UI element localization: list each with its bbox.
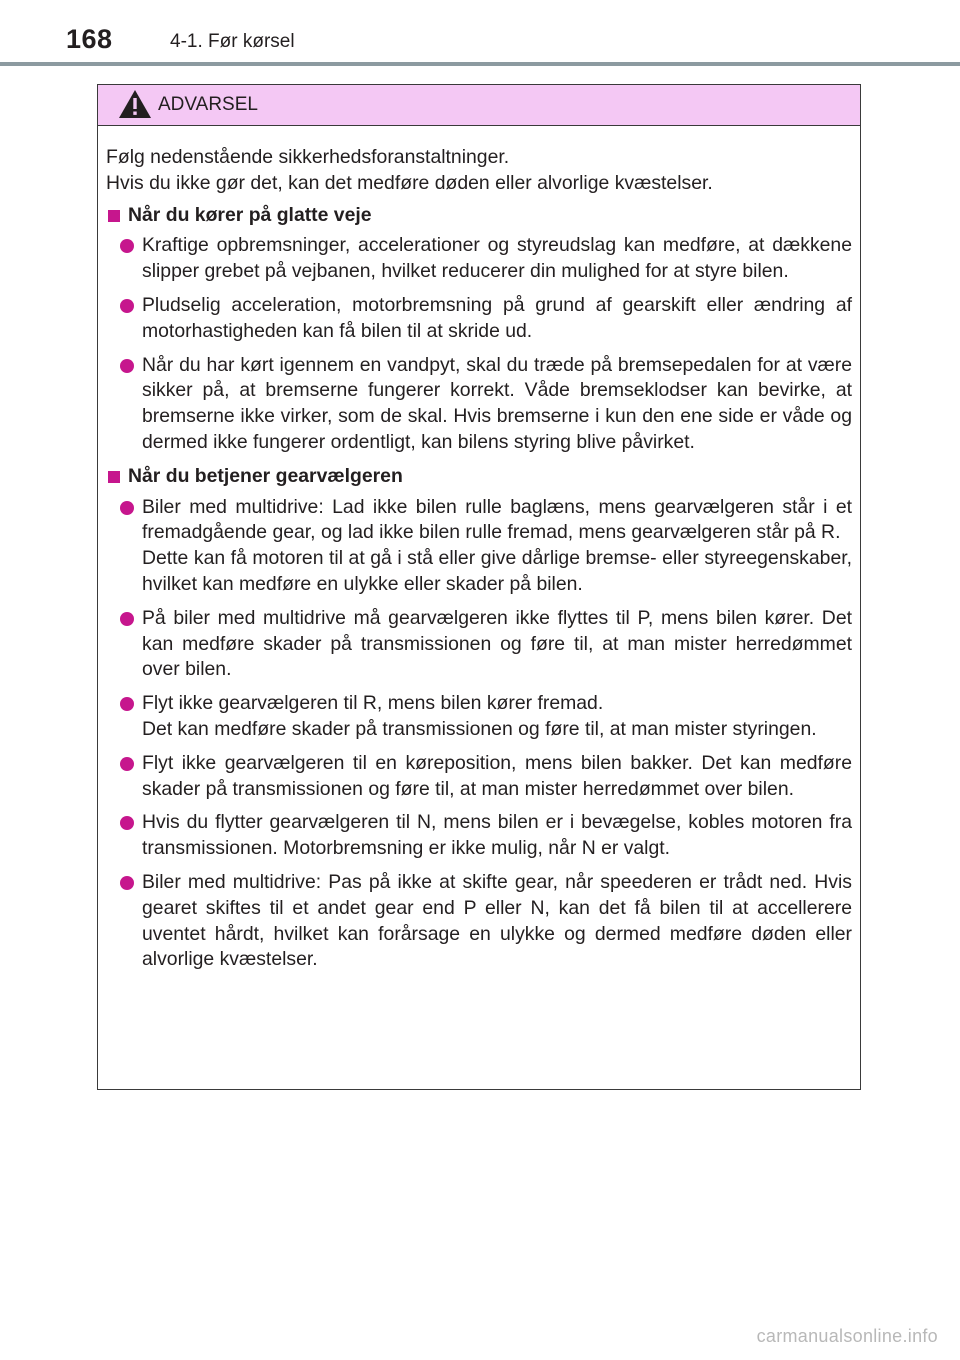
list-item [106,353,852,456]
list-item [106,606,852,683]
list-item-text: Flyt ikke gearvælgeren til en køreposition, mens bilen bakker. Det kan medføre skader på transmissionen og føre til, at man mister herredømmet over bilen. [142,751,852,800]
list-item [106,691,852,743]
list-item-text: Dette kan få motoren til at gå i stå eller give dårlige bremse- eller styreegenskaber, hvilket kan medføre en ulykke eller skader på bilen. [142,547,852,595]
circle-bullet-icon [120,299,134,313]
page-number: 168 [66,24,113,54]
circle-bullet-icon [120,757,134,771]
square-bullet-icon [108,471,120,483]
list-item-text: Flyt ikke gearvælgeren til R, mens bilen kører fremad. [142,692,604,715]
circle-bullet-icon [120,697,134,711]
circle-bullet-icon [120,501,134,515]
list-item-text: Pludselig acceleration, motorbremsning på grund af gearskift eller ændring af motorhastigheden kan få bilen til at skride ud. [142,293,852,342]
section-heading [106,203,852,229]
intro-line: Hvis du ikke gør det, kan det medføre døden eller alvorlige kvæstelser. [106,171,713,194]
section-title: 4-1. Før kørsel [170,31,295,52]
warning-box [97,84,861,1090]
list-item [106,810,852,862]
list-item-text: Når du har kørt igennem en vandpyt, skal du træde på bremsepedalen for at være sikker på, at bremserne fungerer korrekt. Våde bremseklodser kan bevirke, at bremserne ikke virker, som de skal. Hvis bremserne i kun den ene side er våde og dermed ikke fungerer ordentligt, kan bilens styring blive påvirket. [142,353,852,453]
section-heading-text: Når du kører på glatte veje [128,203,372,226]
page-header [0,0,960,70]
list-item-text: Biler med multidrive: Pas på ikke at skifte gear, når speederen er trådt ned. Hvis gearet skiftes til et andet gear end P eller N, kan det få bilen til at accellerere uventet hårdt, hvilket kan forårsage en ulykke og dermed medføre døden eller alvorlige kvæstelser. [142,870,852,971]
warning-triangle-icon [118,89,152,119]
circle-bullet-icon [120,239,134,253]
list-item [106,495,852,598]
circle-bullet-icon [120,612,134,626]
section-heading-text: Når du betjener gearvælgeren [128,464,403,487]
header-divider [0,62,960,66]
warning-title: ADVARSEL [158,94,258,115]
list-item-text: Hvis du flytter gearvælgeren til N, mens bilen er i bevægelse, kobles motoren fra transmissionen. Motorbremsning er ikke mulig, når N er valgt. [142,811,852,860]
list-item-text: På biler med multidrive må gearvælgeren ikke flyttes til P, mens bilen kører. Det kan medføre skader på transmissionen og føre til, at man mister herredømmet over bilen. [142,606,852,681]
section-heading [106,464,852,490]
list-item [106,870,852,973]
warning-body [98,126,860,973]
warning-intro [106,145,852,197]
square-bullet-icon [108,210,120,222]
list-item-text: Det kan medføre skader på transmissionen og føre til, at man mister styringen. [142,717,817,740]
intro-line: Følg nedenstående sikkerhedsforanstaltninger. [106,146,510,168]
list-item-text: Biler med multidrive: Lad ikke bilen rulle baglæns, mens gearvælgeren står i et fremadgående gear, og lad ikke bilen rulle fremad, mens gearvælgeren står på R. [142,495,852,544]
list-item [106,233,852,285]
warning-header [98,85,860,126]
list-item-text: Kraftige opbremsninger, accelerationer og styreudslag kan medføre, at dækkene slipper grebet på vejbanen, hvilket reducerer din mulighed for at styre bilen. [142,234,852,283]
circle-bullet-icon [120,876,134,890]
circle-bullet-icon [120,359,134,373]
list-item [106,293,852,345]
source-watermark: carmanualsonline.info [756,1326,938,1346]
list-item [106,751,852,803]
circle-bullet-icon [120,816,134,830]
